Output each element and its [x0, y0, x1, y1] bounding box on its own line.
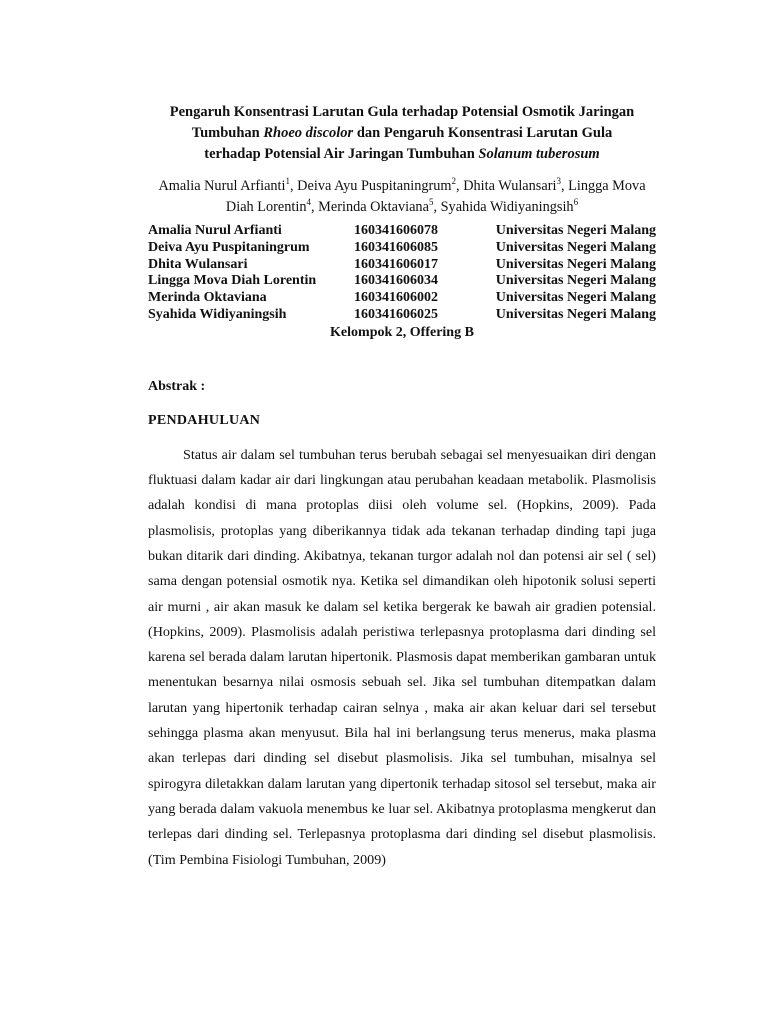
member-nim: 160341606085 — [354, 239, 438, 255]
member-nim: 160341606017 — [354, 256, 438, 272]
author-separator: , — [290, 178, 298, 194]
table-row — [148, 223, 656, 240]
member-university: Universitas Negeri Malang — [495, 290, 656, 306]
member-nim: 160341606078 — [354, 223, 438, 238]
table-row — [148, 273, 656, 290]
title-line-2-pre: Tumbuhan — [191, 125, 264, 141]
title-species-solanum: Solanum tuberosum — [478, 146, 600, 162]
table-row — [148, 257, 656, 274]
author-line — [148, 176, 656, 218]
member-university: Universitas Negeri Malang — [495, 223, 656, 238]
author-separator: , — [456, 178, 464, 194]
member-nim: 160341606034 — [354, 273, 438, 289]
group-label: Kelompok 2, Offering B — [330, 324, 474, 340]
author-name: Dhita Wulansari — [463, 178, 557, 194]
member-university: Universitas Negeri Malang — [495, 239, 656, 255]
member-university: Universitas Negeri Malang — [495, 256, 656, 272]
member-table — [148, 223, 656, 324]
author-separator: , — [311, 199, 319, 215]
table-row — [148, 290, 656, 307]
member-university: Universitas Negeri Malang — [495, 306, 656, 322]
title-line-3-pre: terhadap Potensial Air Jaringan Tumbuhan — [204, 146, 479, 162]
member-nim: 160341606025 — [354, 306, 438, 322]
author-name: Amalia Nurul Arfianti — [158, 178, 286, 194]
abstract-label: Abstrak : — [148, 378, 206, 394]
author-affiliation-mark: 1 — [285, 176, 291, 187]
member-nim: 160341606002 — [354, 290, 438, 306]
author-name: Lingga Mova Diah Lorentin — [225, 178, 646, 215]
author-separator: , — [433, 199, 441, 215]
title-line-1: Pengaruh Konsentrasi Larutan Gula terhadap Potensial Osmotik Jaringan — [169, 104, 635, 120]
member-name: Lingga Mova Diah Lorentin — [148, 273, 317, 289]
table-row — [148, 240, 656, 257]
member-university: Universitas Negeri Malang — [495, 273, 656, 289]
member-name: Dhita Wulansari — [148, 256, 248, 272]
author-affiliation-mark: 4 — [306, 197, 312, 208]
body-paragraph: Status air dalam sel tumbuhan terus berubah sebagai sel menyesuaikan diri dengan fluktuasi dalam kadar air dari lingkungan atau perubahan keadaan metabolik. Plasmolisis adalah kondisi di mana protoplas diisi oleh volume sel. (Hopkins, 2009). Pada plasmolisis, protoplas yang diberikannya tidak ada tekanan terhadap dinding tapi juga bukan ditarik dari dinding. Akibatnya, tekanan turgor adalah nol dan potensi air sel ( sel) sama dengan potensial osmotik nya. Ketika sel dimandikan oleh hipotonik solusi seperti air murni , air akan masuk ke dalam sel ketika bergerak ke bawah air gradien potensial. (Hopkins, 2009). Plasmolisis adalah peristiwa terlepasnya protoplasma dari dinding sel karena sel berada dalam larutan hipertonik. Plasmosis dapat memberikan gambaran untuk menentukan besarnya nilai osmosis sebuah sel. Jika sel tumbuhan ditempatkan dalam larutan yang hipertonik terhadap cairan selnya , maka air akan keluar dari sel tersebut sehingga plasma akan menyusut. Bila hal ini berlangsung terus menerus, maka plasma akan terlepas dari dinding sel disebut plasmolisis. Jika sel tumbuhan, misalnya sel spirogyra diletakkan dalam larutan yang dipertonik terhadap sitosol sel tersebut, maka air yang berada dalam vakuola menembus ke luar sel. Akibatnya protoplasma mengkerut dan terlepas dari dinding sel. Terlepasnya protoplasma dari dinding sel disebut plasmolisis. (Tim Pembina Fisiologi Tumbuhan, 2009) — [148, 446, 656, 868]
author-affiliation-mark: 6 — [573, 197, 579, 208]
section-heading: PENDAHULUAN — [148, 412, 261, 428]
member-name: Deiva Ayu Puspitaningrum — [148, 239, 310, 255]
member-name: Amalia Nurul Arfianti — [148, 223, 282, 238]
author-name: Merinda Oktaviana — [318, 199, 429, 215]
table-row — [148, 307, 656, 324]
paper-title — [148, 0, 656, 165]
author-affiliation-mark: 2 — [451, 176, 457, 187]
title-species-rhoeo: Rhoeo discolor — [263, 125, 354, 141]
author-name: Deiva Ayu Puspitaningrum — [297, 178, 452, 194]
title-line-2-post: dan Pengaruh Konsentrasi Larutan Gula — [353, 125, 613, 141]
author-separator: , — [560, 178, 569, 194]
member-name: Merinda Oktaviana — [148, 290, 267, 306]
member-name: Syahida Widiyaningsih — [148, 306, 287, 322]
author-name: Syahida Widiyaningsih — [440, 199, 574, 215]
author-affiliation-mark: 3 — [556, 176, 561, 187]
author-affiliation-mark: 5 — [428, 197, 434, 208]
